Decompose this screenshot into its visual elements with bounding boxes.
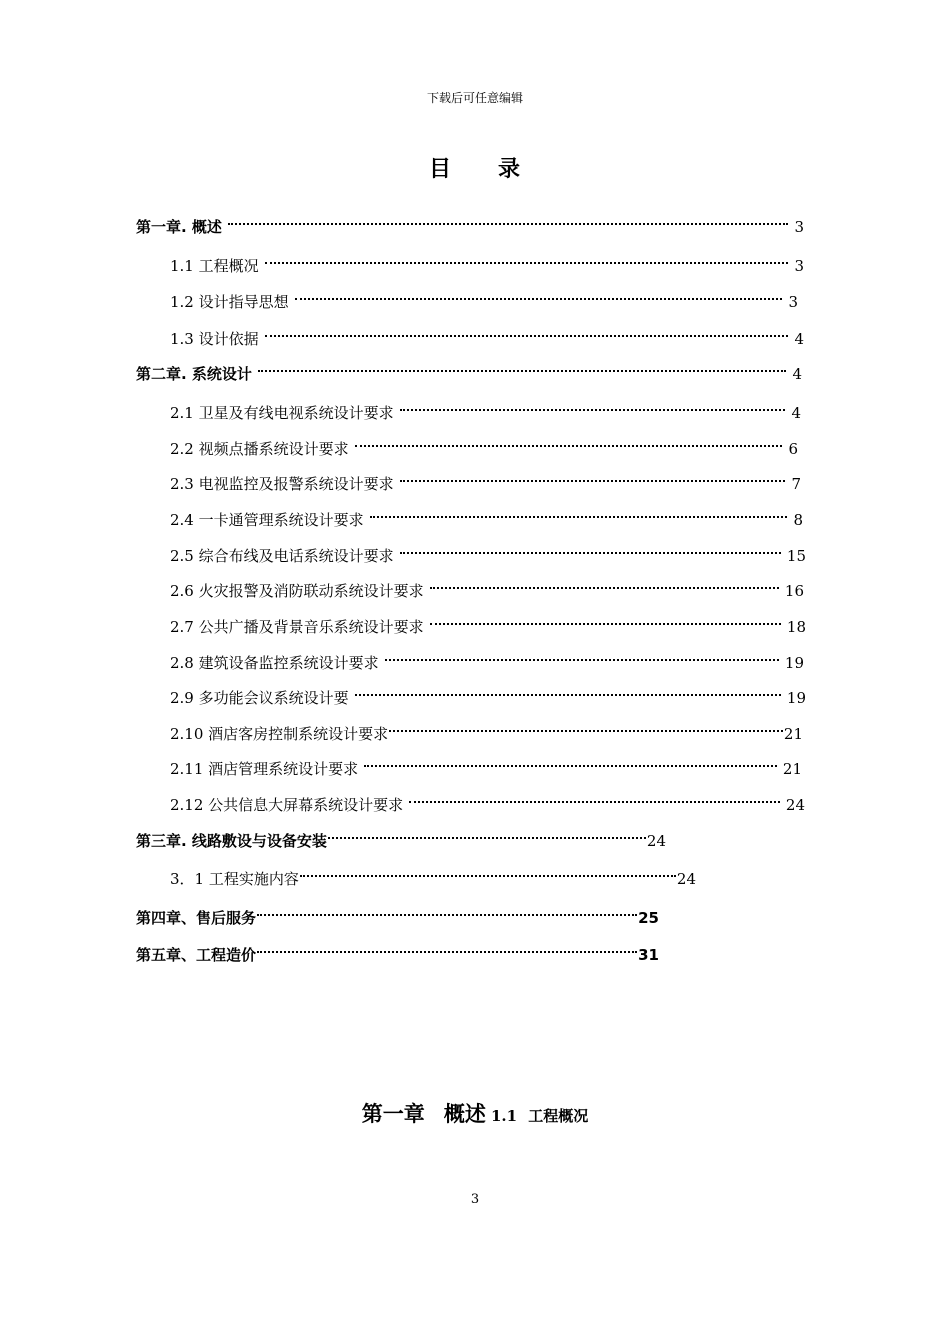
- toc-entry[interactable]: [170, 503, 803, 529]
- toc-entry-label: 2.7 公共广播及背景音乐系统设计要求: [170, 618, 424, 636]
- toc-entry-page: 24: [676, 870, 696, 888]
- toc-leader: [370, 503, 788, 525]
- toc-entry-page: 15: [786, 547, 806, 565]
- toc-leader: [300, 862, 676, 884]
- toc-entry-label: 2.6 火灾报警及消防联动系统设计要求: [170, 582, 424, 600]
- toc-leader: [409, 788, 780, 810]
- toc-leader: [400, 467, 786, 489]
- toc-entry-label: 1.3 设计依据: [170, 330, 259, 348]
- toc-entry-page: 8: [793, 511, 803, 529]
- toc-entry[interactable]: [136, 357, 802, 383]
- toc-leader: [228, 210, 789, 232]
- toc-leader: [430, 610, 781, 632]
- toc-entry[interactable]: [170, 752, 802, 778]
- toc-leader: [364, 752, 777, 774]
- toc-entry-page: 7: [791, 475, 801, 493]
- toc-leader: [430, 574, 779, 596]
- toc-entry-label: 2.9 多功能会议系统设计要: [170, 689, 349, 707]
- toc-entry-page: 25: [638, 909, 659, 927]
- toc-leader: [400, 539, 781, 561]
- toc-entry-page: 3: [794, 218, 804, 236]
- toc-title: [0, 152, 950, 183]
- toc-entry-label: 第一章. 概述: [136, 218, 222, 236]
- toc-entry-label: 1.2 设计指导思想: [170, 293, 289, 311]
- toc-entry-page: 24: [646, 832, 666, 850]
- toc-entry-label: 2.1 卫星及有线电视系统设计要求: [170, 404, 394, 422]
- toc-entry[interactable]: [170, 646, 804, 672]
- toc-entry[interactable]: [170, 249, 804, 275]
- toc-leader: [355, 432, 783, 454]
- toc-leader: [355, 681, 781, 703]
- toc-entry-label: 1.1 工程概况: [170, 257, 259, 275]
- chapter-heading: [0, 1098, 950, 1128]
- toc-entry-page: 21: [782, 760, 802, 778]
- toc-leader: [328, 824, 646, 846]
- toc-entry-page: 19: [786, 689, 806, 707]
- toc-entry[interactable]: [170, 432, 798, 458]
- toc-entry[interactable]: [170, 610, 806, 636]
- toc-entry[interactable]: [136, 938, 659, 964]
- toc-entry-page: 31: [638, 946, 659, 964]
- toc-entry-label: 第三章. 线路敷设与设备安装: [136, 832, 327, 850]
- toc-entry-label: 2.8 建筑设备监控系统设计要求: [170, 654, 379, 672]
- header-note: 下载后可任意编辑: [426, 91, 523, 105]
- toc-entry[interactable]: [170, 788, 805, 814]
- toc-entry-page: 18: [786, 618, 806, 636]
- toc-entry[interactable]: [136, 901, 659, 927]
- toc-entry-page: 19: [784, 654, 804, 672]
- toc-leader: [265, 322, 789, 344]
- toc-entry[interactable]: [170, 322, 804, 348]
- section-number: 1.1: [490, 1107, 518, 1125]
- toc-entry[interactable]: [170, 467, 801, 493]
- toc-entry-page: 4: [794, 330, 804, 348]
- toc-leader: [257, 938, 637, 960]
- toc-entry[interactable]: [170, 285, 798, 311]
- toc-entry-label: 2.2 视频点播系统设计要求: [170, 440, 349, 458]
- toc-entry-page: 6: [788, 440, 798, 458]
- toc-entry-label: 3．1 工程实施内容: [170, 870, 299, 888]
- toc-entry-page: 4: [791, 404, 801, 422]
- toc-leader: [295, 285, 783, 307]
- toc-entry[interactable]: [136, 824, 666, 850]
- toc-entry-page: 3: [794, 257, 804, 275]
- toc-entry-page: 24: [785, 796, 805, 814]
- toc-entry-page: 16: [784, 582, 804, 600]
- toc-entry[interactable]: [170, 396, 801, 422]
- toc-entry-page: 21: [783, 725, 803, 743]
- toc-entry-label: 第二章. 系统设计: [136, 365, 252, 383]
- toc-entry-label: 2.4 一卡通管理系统设计要求: [170, 511, 364, 529]
- toc-leader: [385, 646, 779, 668]
- footer-page-number: 3: [470, 1192, 480, 1207]
- toc-entry-label: 2.10 酒店客房控制系统设计要求: [170, 725, 389, 743]
- section-title: 工程概况: [528, 1107, 589, 1125]
- toc-leader: [258, 357, 787, 379]
- toc-entry-label: 2.3 电视监控及报警系统设计要求: [170, 475, 394, 493]
- toc-entry-page: 4: [792, 365, 802, 383]
- toc-entry-page: 3: [788, 293, 798, 311]
- toc-leader: [400, 396, 786, 418]
- chapter-label: 第一章: [361, 1102, 425, 1126]
- toc-leader: [257, 901, 637, 923]
- toc-entry-label: 2.11 酒店管理系统设计要求: [170, 760, 359, 778]
- toc-entry-label: 2.5 综合布线及电话系统设计要求: [170, 547, 394, 565]
- toc-entry[interactable]: [170, 681, 806, 707]
- toc-title-left: 目: [428, 157, 452, 182]
- toc-leader: [389, 717, 783, 739]
- toc-entry[interactable]: [170, 574, 804, 600]
- toc-entry[interactable]: [170, 862, 696, 888]
- toc-leader: [265, 249, 789, 271]
- chapter-title: 概述: [443, 1102, 486, 1126]
- toc-entry[interactable]: [170, 539, 806, 565]
- toc-title-right: 录: [498, 157, 522, 182]
- toc-entry-label: 第五章、工程造价: [136, 946, 257, 964]
- toc-entry-label: 第四章、售后服务: [136, 909, 257, 927]
- toc-entry[interactable]: [136, 210, 804, 236]
- toc-entry[interactable]: [170, 717, 803, 743]
- toc-entry-label: 2.12 公共信息大屏幕系统设计要求: [170, 796, 404, 814]
